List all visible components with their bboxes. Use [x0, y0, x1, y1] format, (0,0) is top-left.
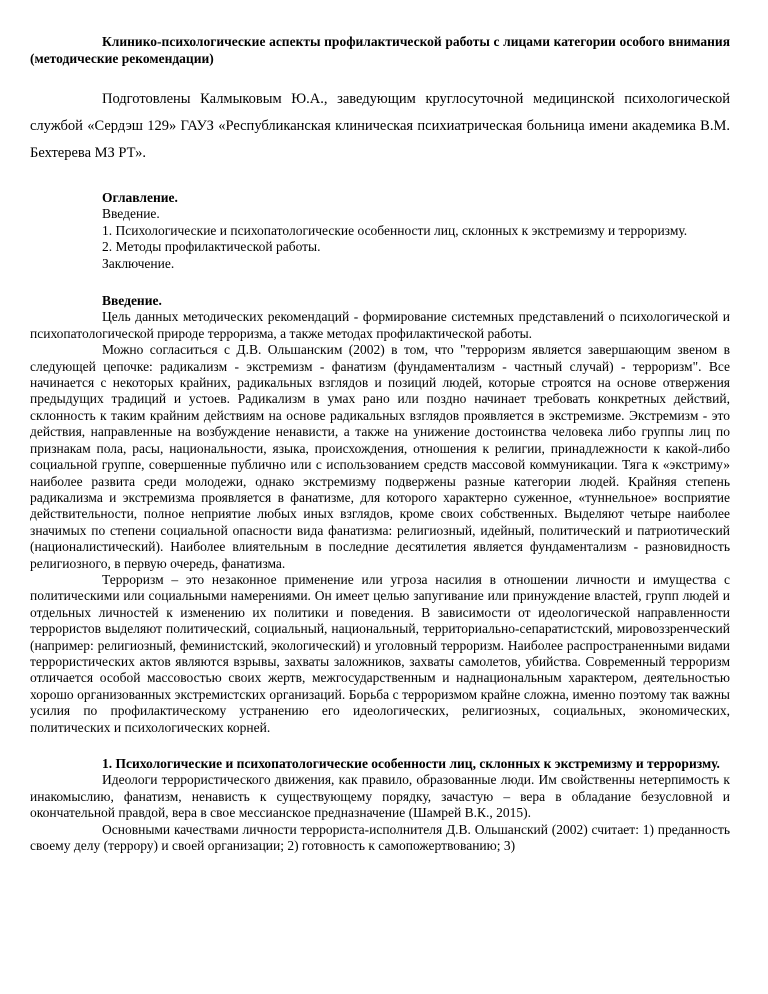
paragraph: Терроризм – это незаконное применение или угроза насилия в отношении личности и имущества с политическими или социальными намерениями. Он имеет целью запугивание или принуждение властей, групп людей и отдельных личностей к изменению их политики и поведения. В зависимости от идеологической направленности террористов выделяют политический, социальный, национальный, территориально-сепаратистский, мировоззренческий (например: религиозный, феминистский, экологический) и уголовный терроризм. Наиболее распространенными видами террористических актов являются взрывы, захваты заложников, захваты самолетов, убийства. Современный терроризм отличается особой массовостью своих жертв, межгосударственным и наднациональным характером, деятельностью хорошо организованных экстремистских организаций. Борьба с терроризмом крайне сложна, именно поэтому так важны усилия по профилактическому устранению его идеологических, религиозных, социальных, экономических, политических и психологических корней.	[30, 571, 730, 735]
paragraph: Идеологи террористического движения, как правило, образованные люди. Им свойственны нетерпимость к инакомыслию, фанатизм, ненависть к существующему порядку, зачастую – вера в обладание безусловной и окончательной правдой, вера в свое мессианское предназначение (Шамрей В.К., 2015).	[30, 772, 730, 821]
paragraph: Цель данных методических рекомендаций - формирование системных представлений о психологической и психопатологической природе терроризма, а также методах профилактической работы.	[30, 309, 730, 341]
toc-item: 1. Психологические и психопатологические особенности лиц, склонных к экстремизму и терроризму.	[102, 222, 688, 238]
toc-item: Введение.	[102, 206, 160, 222]
toc-heading: Оглавление.	[102, 190, 178, 205]
toc-item: Заключение.	[102, 255, 175, 271]
paragraph: Основными качествами личности террориста-исполнителя Д.В. Ольшанский (2002) считает: 1) преданность своему делу (террору) и своей организации; 2) готовность к самопожертвованию; 3)	[30, 821, 730, 854]
document-title: Клинико-психологические аспекты профилактической работы с лицами категории особого внимания (методические рекомендации)	[30, 34, 730, 66]
introduction-section	[30, 293, 730, 736]
table-of-contents	[30, 190, 730, 272]
chapter-1-heading: 1. Психологические и психопатологические особенности лиц, склонных к экстремизму и терроризму.	[102, 756, 720, 771]
authors-note: Подготовлены Калмыковым Ю.А., заведующим круглосуточной медицинской психологической службой «Сердэш 129» ГАУЗ «Республиканская клиническая психиатрическая больница имени академика В.М. Бехтерева МЗ РТ».	[30, 91, 730, 161]
chapter-1-section	[30, 756, 730, 854]
introduction-heading: Введение.	[102, 293, 162, 309]
paragraph: Можно согласиться с Д.В. Ольшанским (2002) в том, что "терроризм является завершающим звеном в следующей цепочке: радикализм - экстремизм - фанатизм (фундаментализм - частный случай) - терроризм". Все начинается с некоторых крайних, радикальных взглядов и позиций людей, которые строятся на основе отвержения предыдущих традиций и устоев. Радикализм в умах рано или поздно начинает требовать конкретных действий, склонность к таким крайним действиям на основе радикальных взглядов проявляется в экстремизме. Экстремизм - это действия, направленные на возбуждение ненависти, а также на унижение достоинства человека либо группы лиц по признакам пола, расы, национальности, языка, происхождения, отношения к религии, принадлежности к какой-либо социальной группе, совершенные публично или с использованием средств массовой коммуникации. Тяга к «экстриму» наиболее развита среди молодежи, однако экстремизму подвержены разные категории людей. Крайняя степень радикализма и экстремизма проявляется в фанатизме, для которого характерно суженное, «туннельное» восприятие действительности, полное неприятие любых иных взглядов, кроме своих собственных. Выделяют четыре наиболее значимых по степени социальной опасности вида фанатизма: религиозный, идейный, политический и патриотический (националистический). Наиболее влиятельным в последние десятилетия является фундаментализм - разновидность религиозного, в первую очередь, фанатизма.	[30, 342, 730, 571]
toc-item: 2. Методы профилактической работы.	[102, 239, 321, 255]
